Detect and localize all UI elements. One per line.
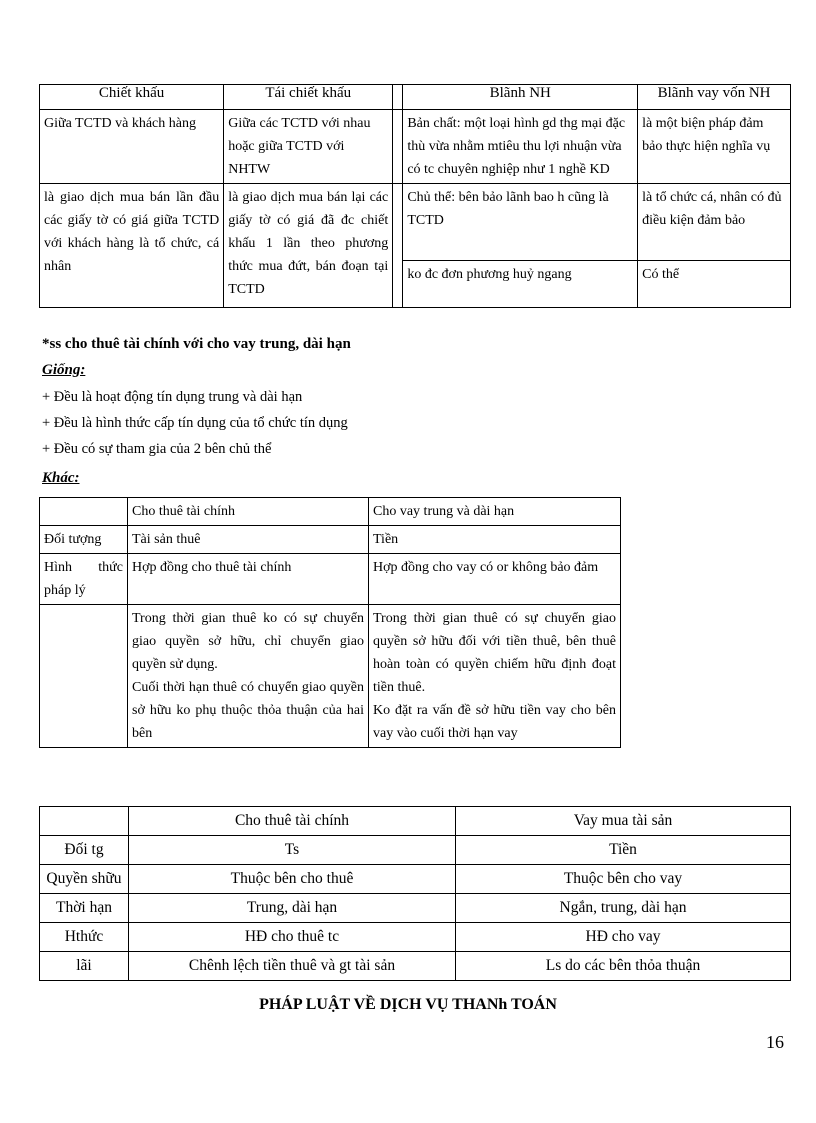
table-header-row <box>40 85 791 110</box>
leasing-vs-loan-table <box>39 497 621 748</box>
cell: lãi <box>40 952 129 981</box>
cell: Vay mua tài sản <box>456 807 791 836</box>
same-item: + Đều có sự tham gia của 2 bên chủ thể <box>42 441 272 457</box>
same-item: + Đều là hoạt động tín dụng trung và dài hạn <box>42 389 303 405</box>
cell: Quyền shữu <box>40 865 129 894</box>
cell: Chênh lệch tiền thuê và gt tài sản <box>129 952 456 981</box>
table-row <box>40 894 791 923</box>
table-row <box>40 184 791 261</box>
cell: Cho thuê tài chính <box>129 807 456 836</box>
cell: Có thể <box>638 261 791 308</box>
table-row <box>40 110 791 184</box>
gap-cell <box>393 110 403 184</box>
table-row <box>40 865 791 894</box>
cell <box>369 605 621 748</box>
cell: Giữa các TCTD với nhau hoặc giữa TCTD với NHTW <box>224 110 393 184</box>
leasing-vs-purchase-loan-table <box>39 806 791 981</box>
header-chiet-khau: Chiết khấu <box>40 85 224 110</box>
cell: ko đc đơn phương huỷ ngang <box>403 261 638 308</box>
cell: Ts <box>129 836 456 865</box>
table-header-row <box>40 498 621 526</box>
cell: Trung, dài hạn <box>129 894 456 923</box>
cell: Thời hạn <box>40 894 129 923</box>
cell: Bản chất: một loại hình gd thg mại đặc thù vừa nhằm mtiêu thu lợi nhuận vừa có tc chuyên nghiệp như 1 nghề KD <box>403 110 638 184</box>
section-title: PHÁP LUẬT VỀ DỊCH VỤ THANh TOÁN <box>259 996 557 1013</box>
cell: Ngắn, trung, dài hạn <box>456 894 791 923</box>
cell <box>40 498 128 526</box>
cell: Tài sản thuê <box>128 526 369 554</box>
cell: Hợp đồng cho vay có or không bảo đảm <box>369 554 621 605</box>
same-item: + Đều là hình thức cấp tín dụng của tổ chức tín dụng <box>42 415 348 431</box>
table-row <box>40 526 621 554</box>
cell: Tiền <box>456 836 791 865</box>
table-row <box>40 554 621 605</box>
cell: là giao dịch mua bán lần đầu các giấy tờ có giá giữa TCTD với khách hàng là tổ chức, cá nhân <box>40 184 224 308</box>
cell: Thuộc bên cho vay <box>456 865 791 894</box>
cell: Ls do các bên thỏa thuận <box>456 952 791 981</box>
diff-label: Khác: <box>42 470 80 486</box>
cell: Cho vay trung và dài hạn <box>369 498 621 526</box>
cell: Hợp đồng cho thuê tài chính <box>128 554 369 605</box>
page-number: 16 <box>766 1032 784 1052</box>
cell: HĐ cho thuê tc <box>129 923 456 952</box>
discount-guarantee-table <box>39 84 791 308</box>
cell: Đối tg <box>40 836 129 865</box>
table-row <box>40 605 621 748</box>
cell: Đối tượng <box>40 526 128 554</box>
header-blanh-nh: Blãnh NH <box>403 85 638 110</box>
cell: Hthức <box>40 923 129 952</box>
cell: là tổ chức cá, nhân có đủ điều kiện đảm bảo <box>638 184 791 261</box>
cell-paragraph: Cuối thời hạn thuê có chuyển giao quyền sở hữu ko phụ thuộc thỏa thuận của hai bên <box>132 680 364 741</box>
cell: là một biện pháp đảm bảo thực hiện nghĩa vụ <box>638 110 791 184</box>
cell: Giữa TCTD và khách hàng <box>40 110 224 184</box>
cell-paragraph: Trong thời gian thuê ko có sự chuyển giao quyền sở hữu, chỉ chuyển giao quyền sử dụng. <box>132 611 364 672</box>
cell: Thuộc bên cho thuê <box>129 865 456 894</box>
header-blanh-vay-von: Blãnh vay vốn NH <box>638 85 791 110</box>
cell-paragraph: Trong thời gian thuê có sự chuyển giao quyền sở hữu đối với tiền thuê, bên thuê hoàn toàn có quyền chiếm hữu định đoạt tiền thuê. <box>373 611 616 695</box>
cell: HĐ cho vay <box>456 923 791 952</box>
cell: Chủ thể: bên bảo lãnh bao h cũng là TCTD <box>403 184 638 261</box>
cell: Hình thức pháp lý <box>40 554 128 605</box>
cell <box>40 807 129 836</box>
table-row <box>40 952 791 981</box>
table-header-row <box>40 807 791 836</box>
cell: Tiền <box>369 526 621 554</box>
gap-cell <box>393 85 403 110</box>
cell: là giao dịch mua bán lại các giấy tờ có giá đã đc chiết khấu 1 lần theo phương thức mua đứt, bán đoạn tại TCTD <box>224 184 393 308</box>
cell: Cho thuê tài chính <box>128 498 369 526</box>
gap-cell <box>393 184 403 308</box>
same-label: Giống: <box>42 362 86 378</box>
cell-paragraph: Ko đặt ra vấn đề sở hữu tiền vay cho bên vay vào cuối thời hạn vay <box>373 703 616 741</box>
cell <box>40 605 128 748</box>
table-row <box>40 836 791 865</box>
comparison-heading: *ss cho thuê tài chính với cho vay trung, dài hạn <box>42 336 351 352</box>
cell <box>128 605 369 748</box>
table-row <box>40 923 791 952</box>
header-tai-chiet-khau: Tái chiết khấu <box>224 85 393 110</box>
